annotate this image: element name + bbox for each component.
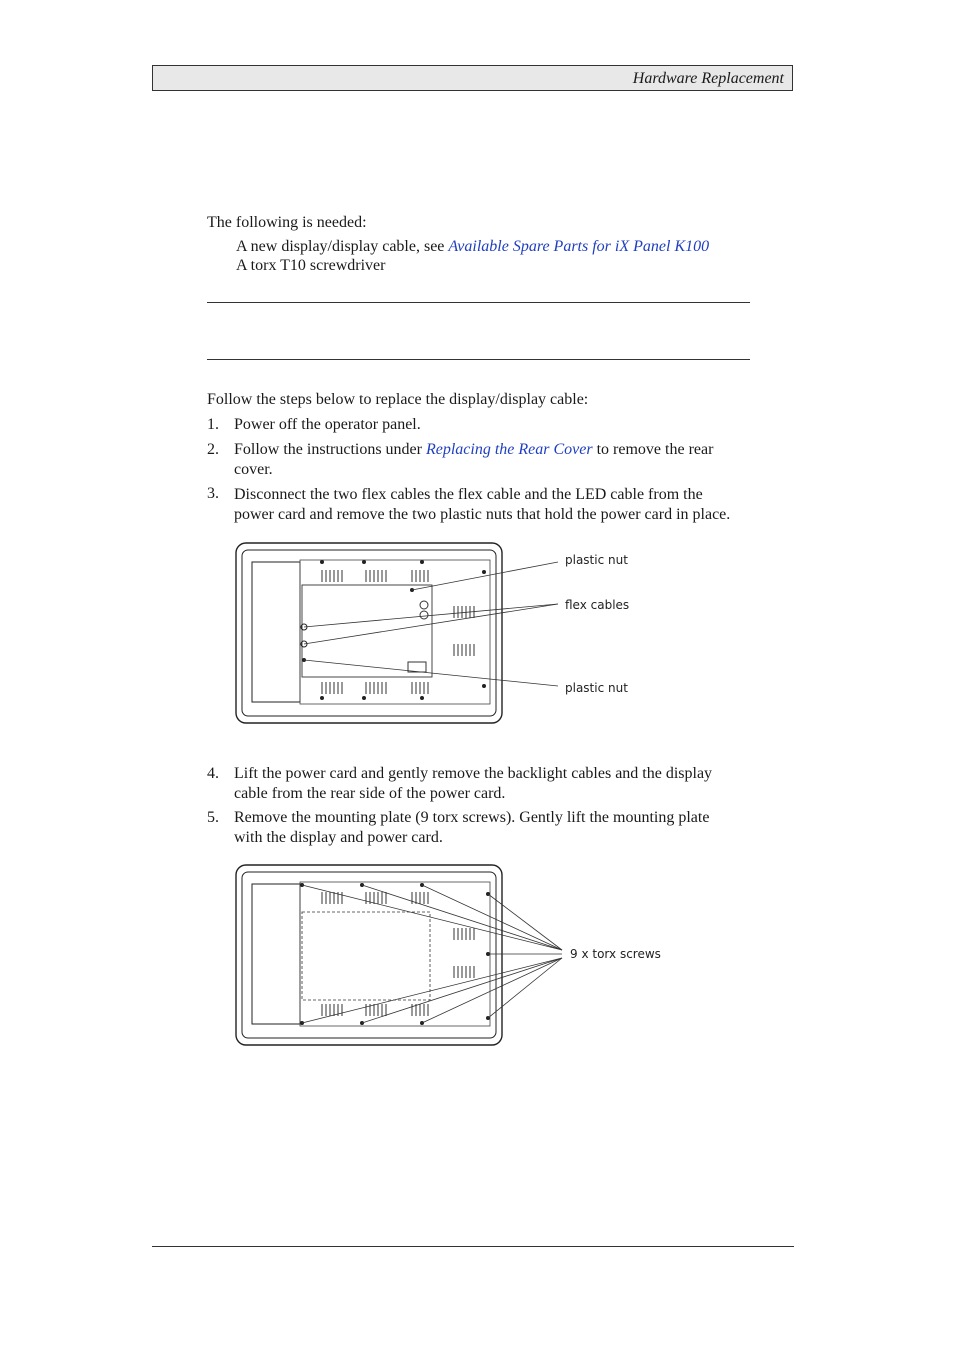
page-header [152, 65, 793, 91]
rear-cover-link[interactable]: Replacing the Rear Cover [425, 441, 593, 458]
step-5-line1: Remove the mounting plate (9 torx screws). Gently lift the mounting plate [234, 809, 710, 826]
section-divider-top [207, 302, 750, 303]
step-3-line1: Disconnect the two flex cables the flex cable and the LED cable from the [234, 486, 703, 503]
step-1-number: 1. [207, 416, 219, 433]
step-4-number: 4. [207, 765, 219, 782]
step-4-line1: Lift the power card and gently remove the backlight cables and the display [234, 765, 713, 782]
header-title: Hardware Replacement [632, 70, 784, 87]
needed-item-display [236, 237, 709, 257]
step-1-text: Power off the operator panel. [234, 416, 421, 433]
step-2-text [234, 440, 744, 480]
step-3-line2: power card and remove the two plastic nuts that hold the power card in place. [234, 506, 731, 523]
needed-intro: The following is needed: [207, 214, 367, 231]
callout-flex-cables: flex cables [565, 598, 630, 612]
figure-power-card [230, 540, 650, 726]
step-4-line2: cable from the rear side of the power card. [234, 785, 506, 802]
step-2-line2: cover. [234, 461, 273, 478]
section-divider-bottom [207, 359, 750, 360]
needed-item-display-text: A new display/display cable, see [236, 238, 449, 255]
step-3-text [234, 485, 744, 525]
step-5-number: 5. [207, 809, 219, 826]
step-2-number: 2. [207, 441, 219, 458]
needed-item-screwdriver: A torx T10 screwdriver [236, 257, 386, 274]
callout-plastic-nut-bottom: plastic nut [565, 681, 628, 695]
figure-mounting-plate [230, 862, 670, 1048]
callout-torx-screws: 9 x torx screws [570, 947, 661, 961]
step-5-line2: with the display and power card. [234, 829, 443, 846]
footer-divider [152, 1246, 794, 1247]
procedure-intro: Follow the steps below to replace the display/display cable: [207, 391, 589, 408]
step-3-number: 3. [207, 485, 219, 502]
step-2-suffix: to remove the rear [592, 441, 714, 458]
callout-plastic-nut-top: plastic nut [565, 553, 628, 567]
step-4-text [234, 764, 744, 804]
step-5-text [234, 808, 744, 848]
spare-parts-link[interactable]: Available Spare Parts for iX Panel K100 [448, 238, 710, 255]
step-2-prefix: Follow the instructions under [234, 441, 426, 458]
